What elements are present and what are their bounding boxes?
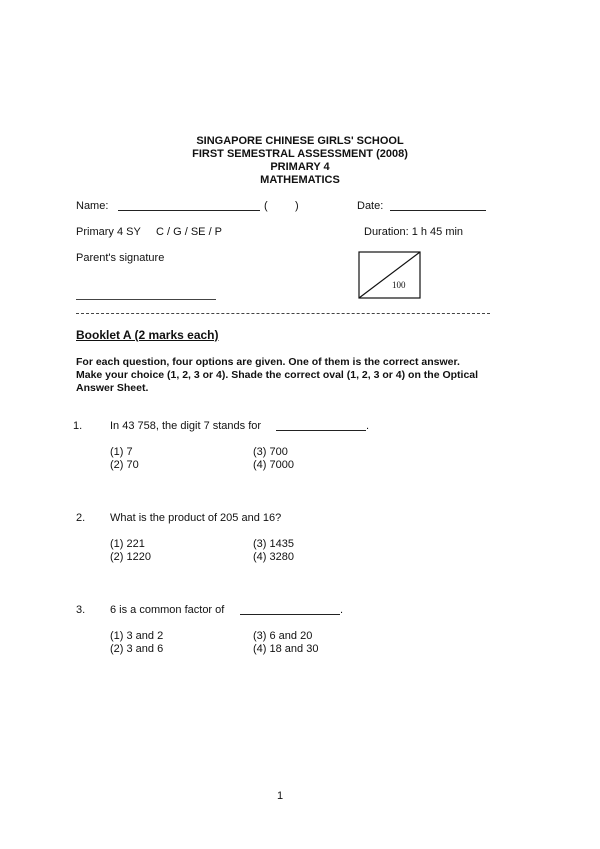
section-instructions: For each question, four options are given. One of them is the correct answer. Make your choice (1, 2, 3 or 4). Shade the correct oval (1, 2, 3 or 4) on the Optical Answer Sheet. (76, 356, 479, 394)
option-2: (2) 1220 (110, 551, 151, 563)
header-separator (76, 313, 490, 314)
score-total: 100 (392, 280, 406, 290)
answer-blank (240, 614, 340, 615)
class-options: C / G / SE / P (156, 226, 223, 238)
question-text: In 43 758, the digit 7 stands for (110, 420, 262, 432)
option-4: (4) 18 and 30 (253, 643, 319, 655)
question-text: 6 is a common factor of (110, 604, 225, 616)
exam-title: FIRST SEMESTRAL ASSESSMENT (2008) (192, 148, 408, 160)
answer-blank (276, 430, 366, 431)
question-end: . (366, 420, 370, 432)
option-2: (2) 3 and 6 (110, 643, 164, 655)
score-box-diagonal (359, 252, 420, 298)
date-label: Date: (357, 200, 384, 212)
parent-signature-label: Parent's signature (76, 252, 165, 264)
class-label: Primary 4 SY (76, 226, 141, 238)
score-box (358, 251, 422, 299)
register-paren-open: ( (264, 200, 268, 212)
option-3: (3) 1435 (253, 538, 294, 550)
page-number: 1 (277, 790, 284, 802)
option-1: (1) 7 (110, 446, 133, 458)
school-name: SINGAPORE CHINESE GIRLS' SCHOOL (196, 135, 404, 147)
option-3: (3) 700 (253, 446, 288, 458)
parent-signature-line[interactable] (76, 299, 216, 300)
register-paren-close: ) (295, 200, 299, 212)
option-1: (1) 221 (110, 538, 145, 550)
subject-title: MATHEMATICS (260, 174, 340, 186)
option-1: (1) 3 and 2 (110, 630, 164, 642)
name-label: Name: (76, 200, 109, 212)
option-3: (3) 6 and 20 (253, 630, 313, 642)
option-2: (2) 70 (110, 459, 139, 471)
question-text: What is the product of 205 and 16? (110, 512, 282, 524)
question-number: 2. (76, 512, 86, 524)
question-number: 1. (73, 420, 83, 432)
question-number: 3. (76, 604, 86, 616)
name-blank[interactable] (118, 210, 260, 211)
date-blank[interactable] (390, 210, 486, 211)
duration: Duration: 1 h 45 min (364, 226, 464, 238)
level-title: PRIMARY 4 (270, 161, 330, 173)
option-4: (4) 7000 (253, 459, 294, 471)
question-end: . (340, 604, 344, 616)
section-title: Booklet A (2 marks each) (76, 328, 219, 342)
option-4: (4) 3280 (253, 551, 294, 563)
